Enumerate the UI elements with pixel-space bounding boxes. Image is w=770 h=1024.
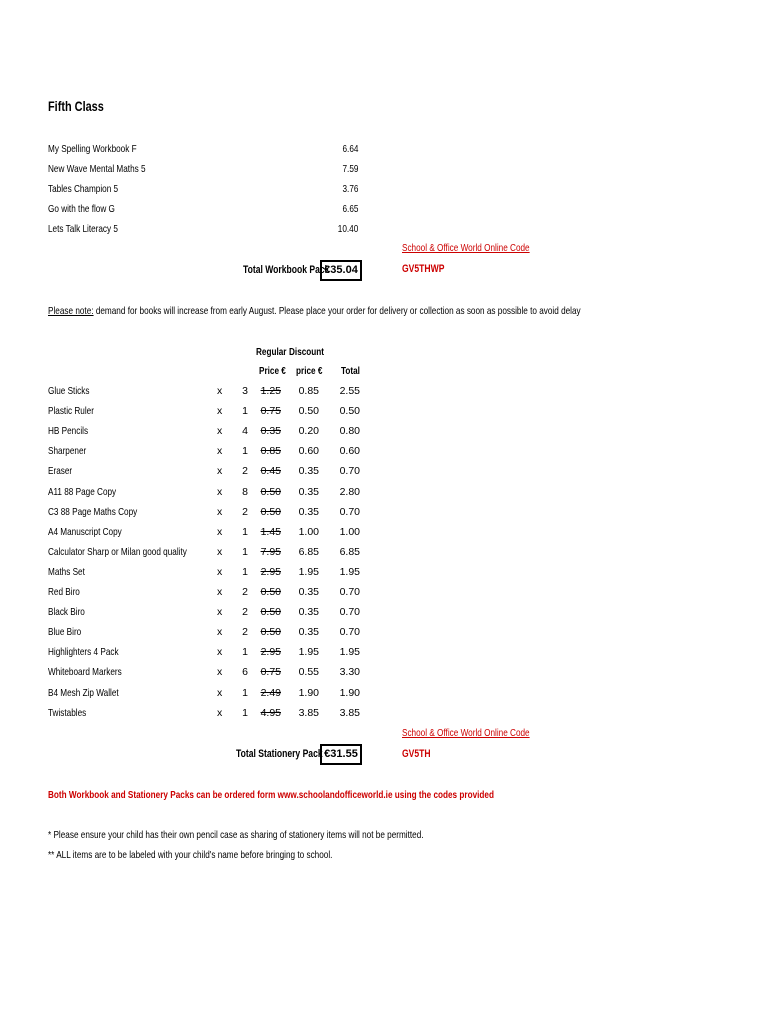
item-regular-price: 0.50 [260, 606, 281, 619]
item-regular-price: 0.50 [260, 505, 281, 518]
item-total: 6.85 [339, 545, 360, 558]
item-discount-price: 0.35 [298, 465, 319, 478]
workbook-name: New Wave Mental Maths 5 [48, 163, 146, 175]
workbook-name: Go with the flow G [48, 203, 115, 215]
item-discount-price: 1.95 [298, 565, 319, 578]
item-discount-price: 0.35 [298, 626, 319, 639]
item-total: 0.70 [339, 465, 360, 478]
table-row [48, 707, 363, 727]
item-discount-price: 0.35 [298, 485, 319, 498]
workbook-total-value: €35.04 [324, 264, 358, 276]
table-row [48, 506, 363, 526]
item-total: 1.00 [339, 525, 360, 538]
multiply-sign: x [217, 646, 223, 659]
item-name: Black Biro [48, 606, 85, 619]
table-row [48, 586, 363, 606]
multiply-sign: x [217, 565, 223, 578]
item-regular-price: 2.95 [260, 646, 281, 659]
workbook-code: GV5THWP [402, 263, 445, 275]
workbook-row [48, 143, 358, 161]
delivery-note [48, 305, 581, 317]
workbook-price: 3.76 [342, 183, 358, 195]
item-discount-price: 1.90 [298, 686, 319, 699]
workbook-row [48, 183, 358, 201]
item-total: 3.30 [339, 666, 360, 679]
workbook-name: Tables Champion 5 [48, 183, 119, 195]
table-row [48, 405, 363, 425]
workbook-row [48, 203, 358, 221]
item-regular-price: 0.50 [260, 626, 281, 639]
item-total: 0.70 [339, 606, 360, 619]
workbook-name: Lets Talk Literacy 5 [48, 223, 118, 235]
multiply-sign: x [217, 606, 223, 619]
item-regular-price: 0.85 [260, 445, 281, 458]
multiply-sign: x [217, 666, 223, 679]
table-row [48, 465, 363, 485]
header-total: Total [341, 365, 360, 377]
item-name: Sharpener [48, 445, 87, 458]
multiply-sign: x [217, 385, 223, 397]
workbook-row [48, 223, 358, 241]
header-regular-1: Regular [256, 346, 287, 358]
item-discount-price: 0.20 [298, 425, 319, 438]
header-regular-2: Price € [259, 365, 286, 377]
item-discount-price: 0.85 [298, 385, 319, 397]
header-discount-2: price € [296, 365, 323, 377]
item-total: 1.90 [339, 686, 360, 699]
multiply-sign: x [217, 505, 223, 518]
workbook-code-label: School & Office World Online Code [402, 242, 530, 254]
item-quantity: 1 [242, 545, 248, 558]
item-discount-price: 6.85 [298, 545, 319, 558]
item-regular-price: 0.35 [260, 425, 281, 438]
item-regular-price: 0.75 [260, 666, 281, 679]
multiply-sign: x [217, 686, 223, 699]
item-quantity: 6 [242, 666, 248, 679]
table-row [48, 445, 363, 465]
workbook-price: 10.40 [337, 223, 358, 235]
item-total: 0.60 [339, 445, 360, 458]
footnote-labels: ** ALL items are to be labeled with your child's name before bringing to school. [48, 849, 333, 861]
multiply-sign: x [217, 485, 223, 498]
stationery-code-label: School & Office World Online Code [402, 727, 530, 739]
item-discount-price: 1.95 [298, 646, 319, 659]
item-regular-price: 1.45 [260, 525, 281, 538]
stationery-total-label: Total Stationery Pack [236, 748, 323, 760]
item-discount-price: 0.35 [298, 505, 319, 518]
section-title: Fifth Class [48, 98, 104, 114]
item-name: Plastic Ruler [48, 405, 94, 418]
item-discount-price: 0.35 [298, 586, 319, 598]
workbook-row [48, 163, 358, 181]
table-row [48, 486, 363, 506]
item-name: Twistables [48, 706, 87, 719]
item-quantity: 1 [242, 405, 248, 418]
item-name: Calculator Sharp or Milan good quality [48, 545, 187, 558]
order-both-packs-note: Both Workbook and Stationery Packs can be ordered form www.schoolandofficeworld.ie using the codes provided [48, 789, 494, 801]
item-total: 1.95 [339, 646, 360, 659]
item-quantity: 1 [242, 565, 248, 578]
table-row [48, 546, 363, 566]
item-quantity: 2 [242, 465, 248, 478]
item-name: Eraser [48, 465, 73, 478]
item-quantity: 1 [242, 646, 248, 659]
item-regular-price: 0.45 [260, 465, 281, 478]
item-regular-price: 0.50 [260, 586, 281, 598]
item-discount-price: 0.50 [298, 405, 319, 418]
item-total: 0.70 [339, 626, 360, 639]
item-discount-price: 0.35 [298, 606, 319, 619]
table-row [48, 626, 363, 646]
delivery-note-text: demand for books will increase from early August. Please place your order for delivery or collection as soon as possible to avoid delay [93, 305, 581, 317]
item-regular-price: 0.75 [260, 405, 281, 418]
multiply-sign: x [217, 525, 223, 538]
item-regular-price: 7.95 [260, 545, 281, 558]
workbook-name: My Spelling Workbook F [48, 143, 137, 155]
item-name: Whiteboard Markers [48, 666, 122, 679]
table-row [48, 385, 363, 405]
item-quantity: 1 [242, 525, 248, 538]
item-discount-price: 0.55 [298, 666, 319, 679]
stationery-code: GV5TH [402, 748, 431, 760]
table-row [48, 646, 363, 666]
item-total: 3.85 [339, 706, 360, 719]
multiply-sign: x [217, 706, 223, 719]
item-total: 2.80 [339, 485, 360, 498]
item-quantity: 2 [242, 626, 248, 639]
delivery-note-prefix: Please note: [48, 305, 94, 317]
item-regular-price: 0.50 [260, 485, 281, 498]
item-name: HB Pencils [48, 425, 89, 438]
item-quantity: 2 [242, 505, 248, 518]
footnote-pencil-case: * Please ensure your child has their own pencil case as sharing of stationery items will not be permitted. [48, 829, 424, 841]
item-total: 0.70 [339, 586, 360, 598]
item-quantity: 3 [242, 385, 248, 397]
workbook-total-label: Total Workbook Pack [243, 264, 330, 276]
header-discount-1: Discount [289, 346, 325, 358]
item-quantity: 4 [242, 425, 248, 438]
item-quantity: 1 [242, 706, 248, 719]
workbook-total-box [320, 260, 362, 281]
item-name: Blue Biro [48, 626, 82, 639]
item-total: 0.80 [339, 425, 360, 438]
item-discount-price: 0.60 [298, 445, 319, 458]
workbook-price: 6.64 [342, 143, 358, 155]
item-regular-price: 2.49 [260, 686, 281, 699]
item-quantity: 1 [242, 445, 248, 458]
multiply-sign: x [217, 626, 223, 639]
item-total: 2.55 [339, 385, 360, 397]
item-name: B4 Mesh Zip Wallet [48, 686, 119, 699]
table-row [48, 687, 363, 707]
item-total: 1.95 [339, 565, 360, 578]
multiply-sign: x [217, 445, 223, 458]
item-quantity: 1 [242, 686, 248, 699]
table-row [48, 666, 363, 686]
table-row [48, 606, 363, 626]
item-regular-price: 4.95 [260, 706, 281, 719]
workbook-price: 6.65 [342, 203, 358, 215]
stationery-total-value: €31.55 [324, 748, 358, 760]
workbook-price: 7.59 [342, 163, 358, 175]
item-quantity: 8 [242, 485, 248, 498]
multiply-sign: x [217, 425, 223, 438]
item-discount-price: 3.85 [298, 706, 319, 719]
multiply-sign: x [217, 405, 223, 418]
multiply-sign: x [217, 586, 223, 598]
table-row [48, 566, 363, 586]
item-name: Red Biro [48, 586, 80, 598]
item-regular-price: 2.95 [260, 565, 281, 578]
multiply-sign: x [217, 545, 223, 558]
item-name: A11 88 Page Copy [48, 485, 117, 498]
table-row [48, 425, 363, 445]
item-name: Glue Sticks [48, 385, 90, 397]
table-row [48, 526, 363, 546]
item-regular-price: 1.25 [260, 385, 281, 397]
item-name: Highlighters 4 Pack [48, 646, 119, 659]
item-name: Maths Set [48, 565, 85, 578]
item-total: 0.70 [339, 505, 360, 518]
item-total: 0.50 [339, 405, 360, 418]
item-name: A4 Manuscript Copy [48, 525, 122, 538]
item-discount-price: 1.00 [298, 525, 319, 538]
stationery-total-box [320, 744, 362, 765]
item-quantity: 2 [242, 586, 248, 598]
item-name: C3 88 Page Maths Copy [48, 505, 138, 518]
multiply-sign: x [217, 465, 223, 478]
item-quantity: 2 [242, 606, 248, 619]
